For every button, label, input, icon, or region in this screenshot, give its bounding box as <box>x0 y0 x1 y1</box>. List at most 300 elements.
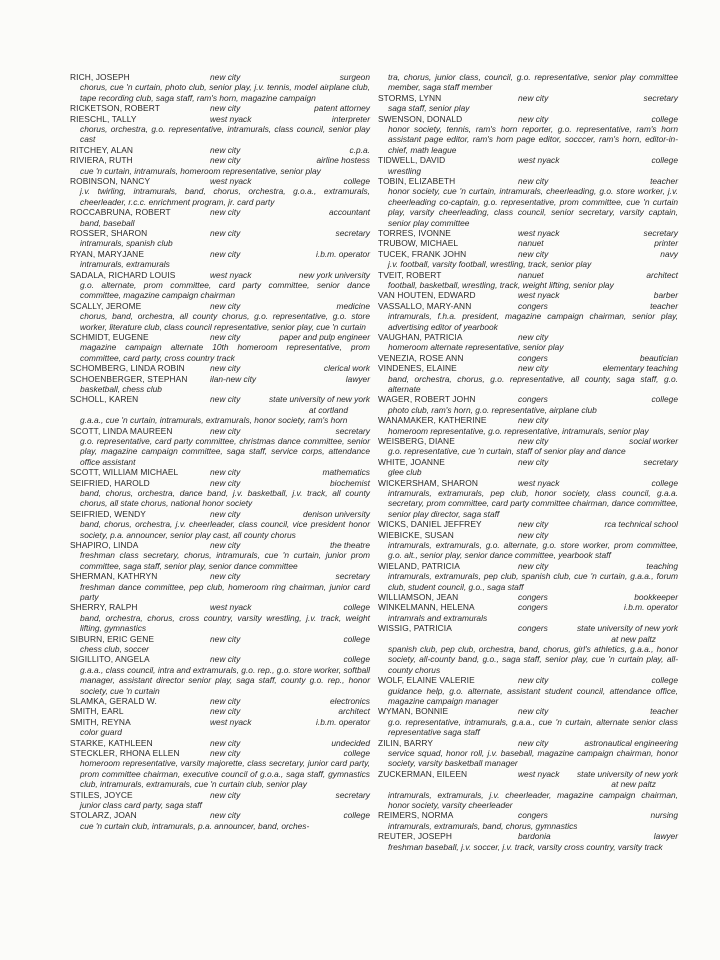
hometown: new city <box>210 155 241 166</box>
senior-entry <box>70 270 370 301</box>
student-name: VAN HOUTEN, EDWARD <box>378 290 476 301</box>
entry-header <box>70 748 370 758</box>
career-goal: secretary <box>335 425 370 436</box>
activities-list: chorus, orchestra, g.o. representative, intramurals, class council, senior play cast <box>80 123 370 145</box>
senior-entry <box>378 769 678 811</box>
career-goal: rca technical school <box>604 519 678 530</box>
career-goal: new york university <box>298 269 370 280</box>
career-goal: state university of new york <box>268 394 370 405</box>
senior-entry <box>378 519 678 529</box>
entry-header <box>378 602 678 612</box>
career-goal: i.b.m. operator <box>624 602 678 613</box>
activities-list: g.a.a., cue 'n curtain, intramurals, extramurals, honor society, ram's horn <box>80 415 348 426</box>
career-goal: teacher <box>650 176 678 187</box>
entry-header <box>70 363 370 373</box>
career-goal: college <box>343 810 370 821</box>
hometown: new city <box>210 144 241 155</box>
entry-header <box>378 561 678 571</box>
hometown: new city <box>518 248 549 259</box>
career-goal: denison university <box>302 508 370 519</box>
entry-header <box>70 717 370 727</box>
activities-list: cue 'n curtain club, intramurals, p.a. announcer, band, orches- <box>80 820 310 831</box>
student-name: SCALLY, JEROME <box>70 300 142 311</box>
career-goal: i.b.m. operator <box>316 248 370 259</box>
senior-entry <box>378 176 678 228</box>
hometown: congers <box>518 623 548 634</box>
student-name: SWENSON, DONALD <box>378 113 463 124</box>
senior-entry <box>70 478 370 509</box>
senior-entry <box>70 394 370 425</box>
career-goal: college <box>343 633 370 644</box>
senior-entry <box>70 467 370 477</box>
activities-list: freshman baseball, j.v. soccer, j.v. track, varsity cross country, varsity track <box>388 841 663 852</box>
entry-header <box>378 478 678 488</box>
student-name: WHITE, JOANNE <box>378 456 445 467</box>
hometown: west nyack <box>210 175 252 186</box>
hometown: new city <box>210 248 241 259</box>
entry-header <box>70 540 370 550</box>
activities-list: homeroom representative, g.o. representative, intramurals, senior play <box>388 425 649 436</box>
senior-entry <box>70 103 370 113</box>
hometown: nanuet <box>518 238 544 249</box>
hometown: new city <box>210 508 241 519</box>
senior-entry <box>70 810 370 831</box>
activities-list: spanish club, pep club, orchestra, band, chorus, girl's athletics, g.a.a., honor society, all-county band, g.o., saga staff, senior play, cue 'n curtain play, all-county chorus <box>388 643 678 675</box>
senior-entry <box>70 654 370 696</box>
student-name: ROSSER, SHARON <box>70 227 148 238</box>
career-goal: beautician <box>639 352 678 363</box>
senior-entry <box>378 394 678 415</box>
activities-list: football, basketball, wrestling, track, weight lifting, senior play <box>388 280 614 290</box>
career-goal: college <box>343 654 370 665</box>
career-goal: c.p.a. <box>349 144 370 155</box>
hometown: new city <box>518 92 549 103</box>
hometown: west nyack <box>518 155 560 166</box>
hometown: congers <box>518 810 548 821</box>
entry-header <box>70 145 370 155</box>
career-goal: secretary <box>643 228 678 239</box>
senior-entry <box>70 790 370 811</box>
senior-entry <box>378 353 678 363</box>
hometown: new city <box>518 675 549 686</box>
senior-entry <box>378 290 678 300</box>
student-name: WILLIAMSON, JEAN <box>378 591 459 602</box>
student-name: ROBINSON, NANCY <box>70 175 151 186</box>
student-name: STARKE, KATHLEEN <box>70 737 153 748</box>
career-goal: teaching <box>646 560 678 571</box>
entry-header <box>70 114 370 124</box>
senior-entry <box>378 249 678 270</box>
activities-list: g.o. representative, cue 'n curtain, staff of senior play and dance <box>388 446 626 457</box>
student-name: VAUGHAN, PATRICIA <box>378 332 463 342</box>
activities-list: service squad, honor roll, j.v. baseball, magazine campaign chairman, honor society, varsity basketball manager <box>388 747 678 769</box>
entry-header <box>378 93 678 103</box>
entry-header <box>378 363 678 373</box>
career-goal: interpreter <box>331 113 370 124</box>
activities-list: homeroom representative, varsity majorette, class secretary, junior card party, prom committee chairman, executive council of g.o.a., saga staff, gymnastics club, intramurals, extramurals, cue 'n curtain club, senior play <box>80 758 370 790</box>
career-goal-continued: at new paltz <box>611 779 656 790</box>
activities-list: freshman class secretary, chorus, intramurals, cue 'n curtain, junior prom committee, saga staff, senior play, senior dance committee <box>80 550 370 571</box>
entry-header <box>70 509 370 519</box>
career-goal: college <box>651 675 678 686</box>
senior-entry <box>70 738 370 748</box>
entry-header <box>378 592 678 602</box>
entry-header <box>378 436 678 446</box>
senior-entry <box>70 332 370 363</box>
senior-entry <box>70 155 370 176</box>
entry-header <box>378 831 678 841</box>
student-name: REIMERS, NORMA <box>378 810 454 821</box>
hometown: new city <box>210 789 241 800</box>
entry-header <box>378 769 678 779</box>
entry-header <box>378 270 678 280</box>
activities-list: honor society, cue 'n curtain, intramurals, cheerleading, g.o. store worker, j.v. cheerleading co-captain, g.o. representative, prom committee, cue 'n curtain play, varsity cheerleading, class council, senior secretary, varsity captain, senior play committee <box>388 186 678 228</box>
career-goal: biochemist <box>329 477 370 488</box>
entry-header <box>378 415 678 425</box>
activities-list: intramurals, extramurals, band, chorus, gymnastics <box>388 820 578 831</box>
senior-entry <box>378 561 678 592</box>
career-goal: clerical work <box>323 363 370 374</box>
student-name: VENEZIA, ROSE ANN <box>378 352 464 363</box>
student-name: SCOTT, WILLIAM MICHAEL <box>70 467 179 478</box>
student-name: VASSALLO, MARY-ANN <box>378 300 472 311</box>
hometown: west nyack <box>210 602 252 613</box>
student-name: SIGILLITO, ANGELA <box>70 654 150 665</box>
activities-list: intramurals, extramurals, pep club, spanish club, cue 'n curtain, g.a.a., forum club, student council, g.o., saga staff <box>388 571 678 592</box>
hometown: new city <box>518 176 549 187</box>
activities-list: magazine campaign alternate 10th homeroom representative, prom committee, card party, cross country track <box>80 342 370 363</box>
student-name: SHAPIRO, LINDA <box>70 539 139 550</box>
entry-header <box>70 810 370 820</box>
senior-entry <box>378 238 678 248</box>
career-goal: college <box>651 155 678 166</box>
hometown: new city <box>518 332 549 342</box>
career-goal: mathematics <box>322 467 370 478</box>
hometown: new city <box>210 227 241 238</box>
activities-list: g.o. alternate, prom committee, card party committee, senior dance committee, magazine campaign chairman <box>80 279 370 301</box>
career-goal: college <box>651 477 678 488</box>
activities-list: g.a.a., class council, intra and extramurals, g.o. rep., g.o. store worker, softball manager, assistant director senior play, saga staff, county g.o. rep., honor society, cue 'n curtain <box>80 664 370 696</box>
hometown: nanuet <box>518 269 544 280</box>
student-name: STORMS, LYNN <box>378 92 442 103</box>
hometown: west nyack <box>210 269 252 280</box>
career-goal: state university of new york <box>576 623 678 634</box>
activities-list: j.v. twirling, intramurals, band, chorus, orchestra, g.o.a., extramurals, cheerleader, r.c.c. enrichment program, jr. card party <box>80 186 370 207</box>
entry-header <box>70 426 370 436</box>
hometown: west nyack <box>518 228 560 239</box>
activities-list: g.o. representative, card party committee, christmas dance committee, senior play, magazine campaign committee, saga staff, service corps, attendance office assistant <box>80 435 370 467</box>
student-name: SHERMAN, KATHRYN <box>70 571 158 582</box>
activities-list: band, chorus, orchestra, dance band, j.v. basketball, j.v. track, all county chorus, all state chorus, national honor society <box>80 487 370 509</box>
hometown: new city <box>518 113 549 124</box>
entry-header <box>70 207 370 217</box>
entry-header <box>378 810 678 820</box>
career-goal: astronautical engineering <box>584 737 678 748</box>
hometown: west nyack <box>210 716 252 727</box>
entry-header <box>378 301 678 311</box>
student-name: STOLARZ, JOAN <box>70 810 137 821</box>
entry-header <box>70 301 370 311</box>
career-goal-continued: at new paltz <box>611 633 656 644</box>
senior-entry <box>378 530 678 561</box>
entry-header <box>70 478 370 488</box>
student-name: RITCHEY, ALAN <box>70 144 134 155</box>
entry-header <box>378 530 678 540</box>
hometown: west nyack <box>210 113 252 124</box>
student-name: SEIFRIED, WENDY <box>70 508 146 519</box>
hometown: new city <box>518 737 549 748</box>
hometown: new city <box>210 696 241 706</box>
career-goal: bookkeeper <box>634 591 678 602</box>
entry-header <box>70 654 370 664</box>
hometown: new city <box>210 103 241 114</box>
career-goal: airline hostess <box>316 155 370 166</box>
student-name: SCHOMBERG, LINDA ROBIN <box>70 363 185 374</box>
entry-header <box>70 467 370 477</box>
entry-header <box>378 332 678 342</box>
senior-entry <box>378 332 678 353</box>
entry-header <box>378 228 678 238</box>
student-name: SCOTT, LINDA MAUREEN <box>70 425 173 436</box>
activities-list: intramurals, extramurals <box>80 259 170 270</box>
senior-entry <box>70 374 370 395</box>
senior-entry <box>70 301 370 332</box>
student-name: RIESCHL, TALLY <box>70 113 137 124</box>
student-name: TIDWELL, DAVID <box>378 155 446 166</box>
entry-header <box>70 706 370 716</box>
senior-entry <box>70 509 370 540</box>
activities-list: glee club <box>388 467 422 478</box>
student-name: WYMAN, BONNIE <box>378 706 449 717</box>
entry-header <box>70 738 370 748</box>
activities-list: cue 'n curtain, intramurals, homeroom representative, senior play <box>80 165 321 176</box>
activities-list: homeroom alternate representative, senior play <box>388 342 564 353</box>
career-goal: nursing <box>650 810 678 821</box>
activities-list: j.v. football, varsity football, wrestling, track, senior play <box>388 259 592 270</box>
hometown: new city <box>518 519 549 530</box>
senior-entry <box>378 602 678 623</box>
student-name: STILES, JOYCE <box>70 789 133 800</box>
career-goal-continued: at cortland <box>308 404 348 415</box>
student-name: SCHMIDT, EUGENE <box>70 331 149 342</box>
career-goal: elementary teaching <box>602 363 678 374</box>
career-goal: teacher <box>650 300 678 311</box>
hometown: new city <box>210 331 241 342</box>
senior-entry <box>378 301 678 332</box>
career-goal: surgeon <box>339 72 370 82</box>
career-goal: architect <box>646 269 678 280</box>
activities-list: honor society, tennis, ram's horn reporter, g.o. representative, ram's horn assistant page editor, ram's horn page editor, socccer, ram's horn, editor-in-chief, math league <box>388 124 678 155</box>
career-goal: teacher <box>650 706 678 717</box>
career-goal: barber <box>653 290 678 301</box>
hometown: congers <box>518 394 548 405</box>
senior-entry <box>70 426 370 468</box>
activities-list: intramurals, spanish club <box>80 238 173 249</box>
hometown: new city <box>210 477 241 488</box>
senior-entry <box>378 436 678 457</box>
senior-entry <box>378 675 678 706</box>
student-name: WIEBICKE, SUSAN <box>378 529 454 540</box>
entry-header <box>378 706 678 716</box>
senior-entry <box>378 114 678 156</box>
senior-entry <box>70 696 370 706</box>
student-name: WOLF, ELAINE VALERIE <box>378 675 475 686</box>
activities-list: guidance help, g.o. alternate, assistant student council, attendance office, magazine campaign manager <box>388 685 678 706</box>
student-name: ZILIN, BARRY <box>378 737 434 748</box>
senior-entry <box>70 145 370 155</box>
career-goal: college <box>343 602 370 613</box>
career-goal: patent attorney <box>314 103 370 114</box>
hometown: new city <box>210 737 241 748</box>
student-name: WISSIG, PATRICIA <box>378 623 452 634</box>
entry-header <box>378 114 678 124</box>
career-goal: secretary <box>643 92 678 103</box>
career-goal: secretary <box>335 227 370 238</box>
student-name: SCHOLL, KAREN <box>70 394 139 405</box>
career-goal: accountant <box>329 207 370 218</box>
career-goal: state university of new york <box>576 768 678 779</box>
activities-list: band, baseball <box>80 217 135 228</box>
senior-entry <box>378 363 678 394</box>
hometown: new city <box>210 810 241 821</box>
senior-entry <box>378 228 678 238</box>
student-name: WINKELMANN, HELENA <box>378 602 475 613</box>
student-name: WEISBERG, DIANE <box>378 435 455 446</box>
hometown: new city <box>518 560 549 571</box>
hometown: new city <box>518 435 549 446</box>
hometown: congers <box>518 352 548 363</box>
career-goal: i.b.m. operator <box>316 716 370 727</box>
entry-header <box>378 155 678 165</box>
student-name: ZUCKERMAN, EILEEN <box>378 768 468 779</box>
student-name: SEIFRIED, HAROLD <box>70 477 150 488</box>
student-name: ROCCABRUNA, ROBERT <box>70 207 171 218</box>
entry-header <box>378 675 678 685</box>
hometown: new city <box>518 415 549 426</box>
student-name: WICKERSHAM, SHARON <box>378 477 478 488</box>
student-name: RIVIERA, RUTH <box>70 155 133 166</box>
student-name: SADALA, RICHARD LOUIS <box>70 269 176 280</box>
entry-header <box>70 790 370 800</box>
hometown: new city <box>210 654 241 665</box>
hometown: new city <box>210 207 241 218</box>
activities-list: band, orchestra, chorus, cross country, varsity wrestling, j.v. track, weight lifting, gymnastics <box>80 612 370 634</box>
hometown: new city <box>210 633 241 644</box>
activities-list: saga staff, senior play <box>388 103 470 114</box>
senior-entry <box>378 810 678 831</box>
student-name: TOBIN, ELIZABETH <box>378 176 456 187</box>
career-goal: college <box>343 175 370 186</box>
hometown: congers <box>518 602 548 613</box>
entry-header <box>70 571 370 581</box>
senior-entry <box>70 748 370 790</box>
entry-header <box>70 374 370 384</box>
activities-list: color guard <box>80 727 122 738</box>
entry-header <box>70 332 370 342</box>
entry-header <box>70 155 370 165</box>
student-name: WANAMAKER, KATHERINE <box>378 415 487 426</box>
student-name: TVEIT, ROBERT <box>378 269 442 280</box>
entry-header <box>378 457 678 467</box>
hometown: new city <box>518 363 549 374</box>
hometown: congers <box>518 591 548 602</box>
entry-header <box>70 634 370 644</box>
senior-entry <box>70 176 370 207</box>
student-name: SHERRY, RALPH <box>70 602 138 613</box>
senior-entry <box>70 249 370 270</box>
student-name: WIELAND, PATRICIA <box>378 560 460 571</box>
student-name: RICKETSON, ROBERT <box>70 103 160 114</box>
senior-entry <box>70 634 370 655</box>
entry-header <box>378 353 678 363</box>
senior-entry <box>70 540 370 571</box>
student-name: STECKLER, RHONA ELLEN <box>70 747 180 758</box>
hometown: new city <box>210 363 241 374</box>
hometown: new city <box>210 571 241 582</box>
hometown: new city <box>210 747 241 758</box>
senior-entry <box>70 72 370 103</box>
hometown: west nyack <box>518 768 560 779</box>
activities-list: chorus, band, orchestra, all county chorus, g.o. representative, g.o. store worker, literature club, class council representative, senior play, cue 'n curtain <box>80 311 370 332</box>
activities-list: intramurals, extramurals, j.v. cheerleader, magazine campaign chairman, honor society, varsity cheerleader <box>388 789 678 810</box>
hometown: new city <box>210 539 241 550</box>
student-name: SCHOENBERGER, STEPHAN <box>70 373 188 384</box>
hometown: new city <box>210 72 241 82</box>
activities-list: band, orchestra, chorus, g.o. representative, all county, saga staff, g.o. alternate <box>388 373 678 394</box>
career-goal: secretary <box>335 571 370 582</box>
entry-header <box>378 249 678 259</box>
entry-header <box>70 394 370 404</box>
senior-entry <box>70 717 370 738</box>
senior-entry <box>70 602 370 633</box>
entry-header <box>378 738 678 748</box>
entry-header <box>70 602 370 612</box>
entry-header <box>378 176 678 186</box>
senior-entry <box>378 415 678 436</box>
left-column <box>70 72 370 831</box>
entry-header <box>70 228 370 238</box>
senior-entry <box>378 706 678 737</box>
entry-header <box>70 696 370 706</box>
entry-header <box>378 519 678 529</box>
student-name: TORRES, IVONNE <box>378 228 451 239</box>
student-name: SMITH, EARL <box>70 706 124 717</box>
career-goal: social worker <box>629 435 678 446</box>
career-goal: college <box>343 747 370 758</box>
activities-list: basketball, chess club <box>80 383 162 394</box>
career-goal: college <box>651 394 678 405</box>
student-name: VINDENES, ELAINE <box>378 363 457 374</box>
career-goal: lawyer <box>653 831 678 842</box>
activities-list: band, chorus, orchestra, j.v. cheerleader, class council, vice president honor society, p.a. announcer, senior play cast, all county chorus <box>80 519 370 540</box>
hometown: new city <box>210 300 241 311</box>
career-goal: lawyer <box>345 373 370 384</box>
career-goal: printer <box>654 238 678 249</box>
hometown: ilan-new city <box>210 373 257 384</box>
student-name: SLAMKA, GERALD W. <box>70 696 157 706</box>
entry-header <box>378 238 678 248</box>
student-name: SMITH, REYNA <box>70 716 131 727</box>
entry-header <box>378 290 678 300</box>
right-column <box>378 72 678 852</box>
career-goal: architect <box>338 706 370 717</box>
senior-entry <box>378 93 678 114</box>
career-goal: secretary <box>335 789 370 800</box>
hometown: new city <box>518 529 549 540</box>
activities-list: intramurals, f.h.a. president, magazine campaign chairman, senior play, advertising editor of yearbook <box>388 311 678 332</box>
senior-entry <box>378 738 678 769</box>
activities-list: chess club, soccer <box>80 643 149 654</box>
